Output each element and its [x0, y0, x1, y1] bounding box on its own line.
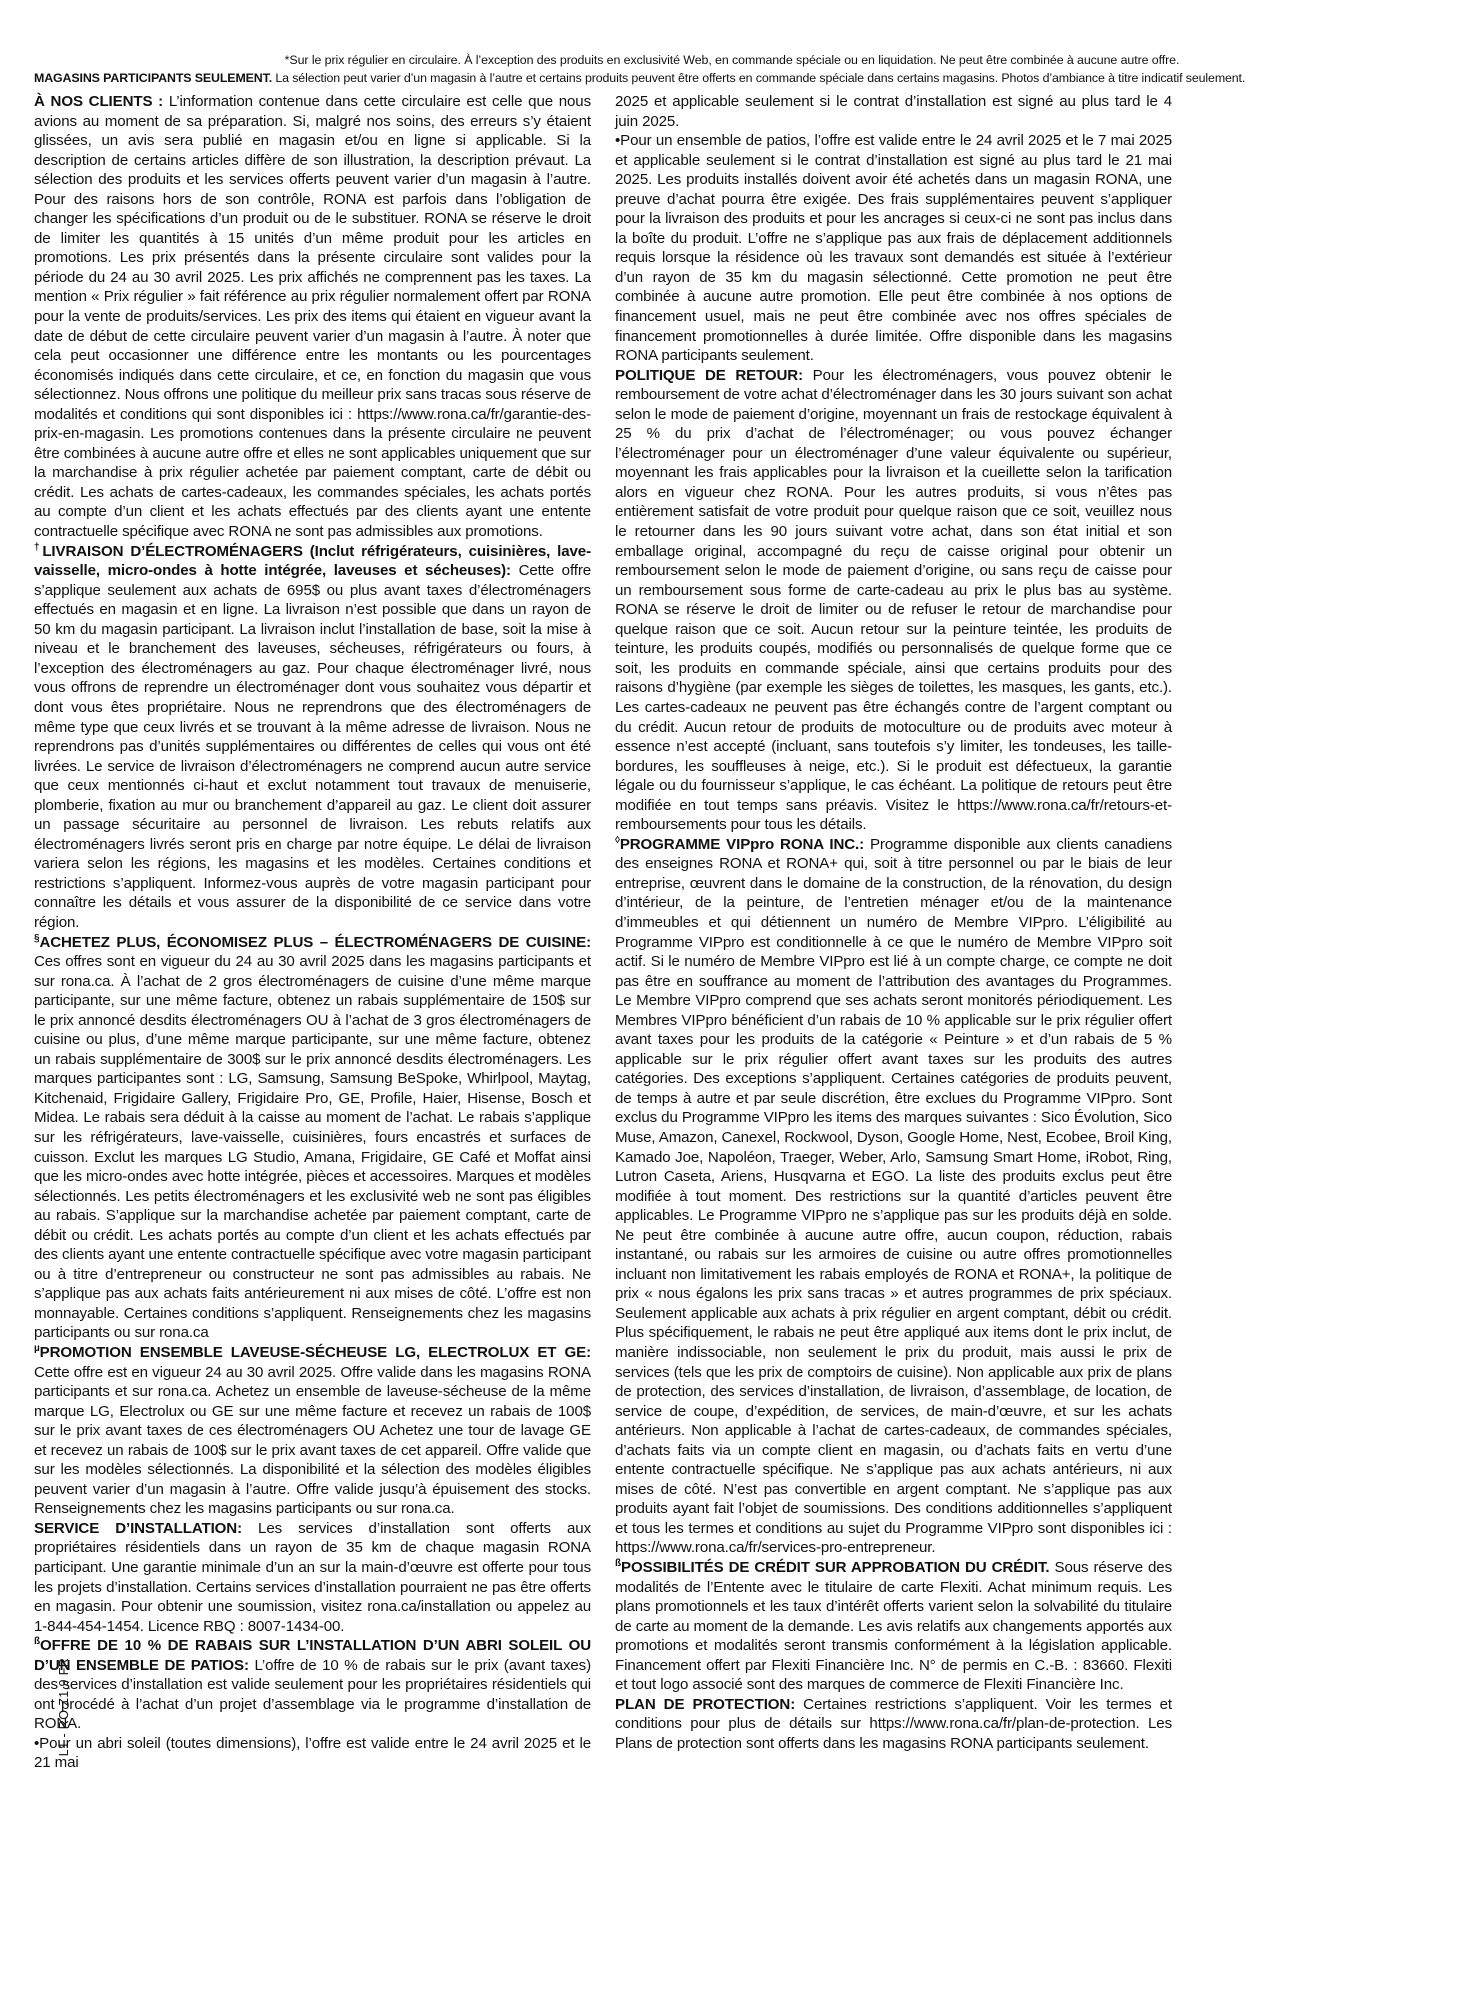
section-body-patios-bullet: •Pour un ensemble de patios, l’offre est valide entre le 24 avril 2025 et le 7 mai 2025 et applicable seulement si le contrat d’installation est signé au plus tard le 21 mai 2025. Les produits installés doivent avoir été achetés dans un magasin RONA, une preuve d’achat pourra être exigée. Des frais supplémentaires peuvent s’appliquer pour la livraison des produits et pour les ancrages si ceux-ci ne sont pas inclus dans la boîte du produit. L’offre ne s’applique pas aux frais de déplacement additionnels requis lorsque la résidence où les travaux sont demandés est située à l’extérieur d’un rayon de 35 km du magasin sélectionné. Cette promotion ne peut être combinée à aucune autre promotion. Elle peut être combinée à nos options de financement usuel, mais ne peut être combinée avec nos offres spéciales de financement promotionnelles à durée limitée. Offre disponible dans les magasins RONA participants seulement.: [615, 132, 1172, 365]
legal-disclaimer-line-2: [34, 70, 1430, 86]
section-offre-10-abri-soleil: [34, 1636, 591, 1734]
right-column: [615, 92, 1172, 1773]
section-body-livraison-electromenagers: Cette offre s’applique seulement aux achats de 695$ ou plus avant taxes d’électroménagers effectués en magasin et en ligne. La livraison n’est possible que dans un rayon de 50 km du magasin participant. La livraison inclut l’installation de base, soit la mise à niveau et le branchement des laveuses, sécheuses, réfrigérateurs ou fours, à l’exception des électroménagers au gaz. Pour chaque électroménager livré, nous vous offrons de reprendre un électroménager dont vous souhaitez vous départir et dont vous êtes propriétaire. Nous ne reprendrons que des électroménagers de même type que ceux livrés et se trouvant à la même adresse de livraison. Nous ne reprendrons pas d’unités supplémentaires ou différentes de celles qui vous ont été livrées. Le service de livraison d’électroménagers ne comprend aucun autre service que ceux mentionnés ci-haut et exclut notamment tout travaux de menuiserie, plomberie, fixation au mur ou branchement d’appareil au gaz. Le client doit assurer un passage sécuritaire au personnel de livraison. Les rebuts relatifs aux électroménagers livrés seront pris en charge par notre équipe. Le délai de livraison variera selon les régions, les magasins et les modèles. Certaines conditions et restrictions s’appliquent. Informez-vous auprès de votre magasin participant pour connaître les détails et vous assurer de la disponibilité de ce service dans votre région.: [34, 562, 592, 931]
section-body-offre-10-abri-soleil: L’offre de 10 % de rabais sur le prix (avant taxes) des services d’installation est valide seulement pour les propriétaires résidentiels qui ont procédé à l’achat d’un projet d’assemblage via le programme d’installation de RONA.: [34, 1656, 591, 1733]
section-achetez-plus: [34, 933, 591, 1343]
section-service-installation: [34, 1519, 591, 1636]
section-heading-politique-de-retour: POLITIQUE DE RETOUR:: [615, 366, 803, 384]
section-patios-bullet: [615, 131, 1172, 366]
section-body-politique-de-retour: Pour les électroménagers, vous pouvez obtenir le remboursement de votre achat d’électroménager dans les 30 jours suivant son achat selon le mode de paiement d’origine, moyennant un frais de restockage équivalent à 25 % du prix d’achat de l’électroménager; ou vous pouvez échanger l’électroménager pour un électroménager d’une valeur équivalente ou supérieur, moyennant les frais applicables pour la livraison et la cueillette selon la tarification alors en vigueur chez RONA. Pour les autres produits, si vous n’êtes pas entièrement satisfait de votre produit pour quelque raison que ce soit, veuillez nous le retourner dans les 90 jours suivant votre achat, dans son état initial et son emballage original, accompagné du reçu de caisse original pour obtenir un remboursement selon le mode de paiement d’origine, ou sans reçu de caisse pour un remboursement sous forme de carte-cadeau au prix le plus bas au système. RONA se réserve le droit de limiter ou de refuser le retour de marchandise pour quelque raison que ce soit. Aucun retour sur la peinture teintée, les produits de teinture, les produits coupés, modifiés ou personnalisés de quelque forme que ce soit, les produits en commande spéciale, ainsi que certains produits pour des raisons d’hygiène (par exemple les sièges de toilettes, les masques, les gants, etc.). Les cartes-cadeaux ne peuvent pas être échangés contre de l’argent comptant ou du crédit. Aucun retour de produits de motoculture ou de produits avec moteur à essence n’est accepté (incluant, sans toutefois s’y limiter, les tondeuses, les taille-bordures, les souffleuses à neige, etc.). Si le produit est défectueux, la garantie légale ou du fournisseur s’applique, le cas échéant. La politique de retours peut être modifiée en tout temps sans préavis. Visitez le https://www.rona.ca/fr/retours-et-remboursements pour tous les détails.: [615, 366, 1172, 834]
section-body-a-nos-clients: L’information contenue dans cette circulaire est celle que nous avions au moment de sa préparation. Si, malgré nos soins, des erreurs s’y étaient glissées, un avis sera publié en magasin et/ou en ligne si applicable. Si la description de certains articles diffère de son illustration, la description prévaut. La sélection des produits et les services offerts peuvent varier d’un magasin à l’autre. Pour des raisons hors de son contrôle, RONA est parfois dans l’obligation de changer les spécifications d’un produit ou de le substituer. RONA se réserve le droit de limiter les quantités à 15 unités d’un même produit pour les articles en promotions. Les prix présentés dans la présente circulaire sont valides pour la période du 24 au 30 avril 2025. Les prix affichés ne comprennent pas les taxes. La mention « Prix régulier » fait référence au prix régulier normalement offert par RONA pour la vente de produits/services. Les prix des items qui étaient en vigueur avant la date de début de cette circulaire peuvent varier d’un magasin à l’autre. À noter que cela peut occasionner une différence entre les montants ou les pourcentages économisés indiqués dans cette circulaire, et ce, en fonction du magasin que vous sélectionnez. Nous offrons une politique du meilleur prix sans tracas sous réserve de modalités et conditions qui sont disponibles ici : https://www.rona.ca/fr/garantie-des-prix-en-magasin. Les promotions contenues dans la présente circulaire ne peuvent être combinées à aucune autre offre et elles ne sont applicables uniquement que sur la marchandise à prix régulier achetée par paiement comptant, carte de débit ou crédit. Les achats de cartes-cadeaux, les commandes spéciales, les achats portés au compte d’un client et les achats effectués par des clients ayant une entente contractuelle spécifique avec RONA ne sont pas admissibles aux promotions.: [34, 93, 592, 541]
section-continuation-patios: [615, 92, 1172, 131]
section-marker-possibilites-credit: ß: [615, 1557, 621, 1569]
section-programme-vippro: [615, 835, 1172, 1558]
section-heading-service-installation: SERVICE D’INSTALLATION:: [34, 1519, 242, 1537]
section-body-achetez-plus: Ces offres sont en vigueur du 24 au 30 avril 2025 dans les magasins participants et sur rona.ca. À l’achat de 2 gros électroménagers de cuisine d’une même marque participante, sur une même facture, obtenez un rabais supplémentaire de 150$ sur le prix annoncé desdits électroménagers OU à l’achat de 3 gros électroménagers de cuisine ou plus, d’une même marque participante, sur une même facture, obtenez un rabais supplémentaire de 300$ sur le prix annoncé desdits électroménagers. Les marques participantes sont : LG, Samsung, Samsung BeSpoke, Whirlpool, Maytag, Kitchenaid, Frigidaire Gallery, Frigidaire Pro, GE, Profile, Haier, Hisense, Bosch et Midea. Le rabais sera déduit à la caisse au moment de l’achat. Le rabais s’applique sur les réfrigérateurs, lave-vaisselle, cuisinières, fours encastrés et surfaces de cuisson. Exclut les marques LG Studio, Amana, Frigidaire, GE Café et Moffat ainsi que les micro-ondes avec hotte intégrée, pièces et accessoires. Marques et modèles sélectionnés. Les petits électroménagers et les exclusivité web ne sont pas éligibles au rabais. S’applique sur la marchandise achetée par paiement comptant, carte de débit ou crédit. Les achats portés au compte d’un client et les achats effectués par des clients ayant une entente contractuelle spécifique avec votre magasin participant ou à titre d’entrepreneur ou constructeur ne sont pas admissibles au rabais. Ne s’applique pas aux achats faits antérieurement ni aux mises de côté. L’offre est non monnayable. Certaines conditions s’appliquent. Renseignements chez les magasins participants ou sur rona.ca: [34, 953, 591, 1342]
section-heading-possibilites-credit: POSSIBILITÉS DE CRÉDIT SUR APPROBATION DU CRÉDIT.: [621, 1559, 1050, 1577]
section-promotion-ensemble-laveuse-secheuse: [34, 1343, 591, 1519]
section-politique-de-retour: [615, 366, 1172, 835]
section-livraison-electromenagers: [34, 542, 591, 933]
two-column-body: [34, 92, 1430, 1773]
section-body-abri-soleil-bullet: •Pour un abri soleil (toutes dimensions), l’offre est valide entre le 24 avril 2025 et le 21 mai: [34, 1734, 591, 1772]
section-heading-achetez-plus: ACHETEZ PLUS, ÉCONOMISEZ PLUS – ÉLECTROMÉNAGERS DE CUISINE:: [39, 933, 591, 951]
participating-stores-lead: MAGASINS PARTICIPANTS SEULEMENT.: [34, 71, 273, 85]
section-body-possibilites-credit: Sous réserve des modalités de l’Entente avec le titulaire de carte Flexiti. Achat minimum requis. Les plans promotionnels et les taux d’intérêt offerts varient selon la solvabilité du titulaire de carte au moment de la demande. Les avis relatifs aux changements apportés aux promotions et modalités seront transmis conformément à la législation applicable. Financement offert par Flexiti Financière Inc. N° de permis en C.-B. : 83660. Flexiti et tout logo associé sont des marques de commerce de Flexiti Financière Inc.: [615, 1559, 1173, 1694]
section-heading-offre-10-abri-soleil: OFFRE DE 10 % DE RABAIS SUR L’INSTALLATION D’UN ABRI SOLEIL OU D’UN ENSEMBLE DE PATIOS:: [34, 1637, 591, 1674]
legal-disclaimer-line-1: *Sur le prix régulier en circulaire. À l’exception des produits en exclusivité Web, en commande spéciale ou en liquidation. Ne peut être combinée à aucune autre offre.: [284, 53, 1180, 67]
legal-header: [34, 52, 1430, 86]
section-heading-a-nos-clients: À NOS CLIENTS :: [34, 93, 164, 110]
section-body-service-installation: Les services d’installation sont offerts aux propriétaires résidentiels dans un rayon de 35 km de chaque magasin RONA participant. Une garantie minimale d’un an sur la main-d’œuvre est offerte pour tous les projets d’installation. Certains services d’installation pourraient ne pas être offerts en magasin. Pour obtenir une soumission, visitez rona.ca/installation ou appelez au 1-844-454-1454. Licence RBQ : 8007-1434-00.: [34, 1519, 591, 1635]
left-column: [34, 92, 591, 1773]
section-a-nos-clients: [34, 92, 591, 542]
participating-stores-rest: La sélection peut varier d’un magasin à l’autre et certains produits peuvent être offerts en commande spéciale dans certains magasins. Photos d’ambiance à titre indicatif seulement.: [272, 71, 1246, 85]
section-heading-programme-vippro: PROGRAMME VIPpro RONA INC.:: [619, 835, 865, 853]
section-heading-promotion-ensemble-laveuse-secheuse: PROMOTION ENSEMBLE LAVEUSE-SÉCHEUSE LG, ELECTROLUX ET GE:: [39, 1344, 591, 1361]
section-body-programme-vippro: Programme disponible aux clients canadiens des enseignes RONA et RONA+ qui, soit à titre personnel ou par le biais de leur entreprise, œuvrent dans le domaine de la construction, de la rénovation, du design d’intérieur, de la peinture, de l’entretien ménager et/ou de la maintenance d’immeubles et qui détiennent un numéro de Membre VIPpro. L’éligibilité au Programme VIPpro est conditionnelle à ce que le numéro de Membre VIPpro soit actif. Si le numéro de Membre VIPpro est lié à un compte charge, ce compte ne doit pas être en souffrance au moment de l’attribution des avantages du Programmes. Le Membre VIPpro comprend que ses achats seront monitorés périodiquement. Les Membres VIPpro bénéficient d’un rabais de 10 % applicable sur le prix régulier offert avant taxes pour les produits de la catégorie « Peinture » et d’un rabais de 5 % applicable sur le prix régulier offert avant taxes sur les produits des autres catégories. Des exceptions s’appliquent. Certaines catégories de produits peuvent, de temps à autre et par seule discrétion, être exclues du Programme VIPpro. Sont exclus du Programme VIPpro les items des marques suivantes : Sico Évolution, Sico Muse, Amazon, Canexel, Rockwool, Dyson, Google Home, Nest, Ecobee, Broil King, Kamado Joe, Napoléon, Traeger, Weber, Arlo, Samsung Smart Home, iRobot, Ring, Lutron Caseta, Ariens, Husqvarna et EGO. La liste des produits exclus peut être modifiée à tout moment. Des restrictions sur la quantité d’articles peuvent être applicables. Le Programme VIPpro ne s’applique pas sur les produits déjà en solde. Ne peut être combinée à aucune autre offre, aucun coupon, réduction, rabais instantané, ou rabais sur les armoires de cuisine ou autre offres promotionnelles incluant non limitativement les rabais employés de RONA et RONA+, la politique de prix « nous égalons les prix sans tracas » et autres programmes de prix spéciaux. Seulement applicable aux achats à prix régulier en argent comptant, débit ou crédit. Plus spécifiquement, le rabais ne peut être appliqué aux items dont le prix inclut, de manière indissociable, non seulement le prix du produit, mais aussi le prix de services (tels que les prix de comptoirs de cuisine). Non applicable aux prix de plans de protection, des services d’installation, de livraison, d’assemblage, de location, de service de coupe, d’expédition, de services, de main-d’œuvre, et sur les achats antérieurs. Non applicable à l’achat de cartes-cadeaux, de commandes spéciales, d’achats faits via un compte client en magasin, ou d’achats faits en vertu d’une entente contractuelle spécifique. Ne s’applique pas aux achats antérieurs, ni aux mises de côté. N’est pas convertible en argent comptant. Ne s’applique pas aux produits ayant fait l’objet de soumissions. Des conditions additionnelles s’appliquent et tous les termes et conditions au sujet du Programme VIPpro sont disponibles ici : https://www.rona.ca/fr/services-pro-entrepreneur.: [615, 835, 1173, 1557]
section-marker-promotion-ensemble-laveuse-secheuse: µ: [34, 1342, 40, 1354]
section-marker-achetez-plus: §: [34, 932, 40, 944]
section-plan-de-protection: [615, 1695, 1172, 1754]
section-body-continuation-patios: 2025 et applicable seulement si le contrat d’installation est signé au plus tard le 4 juin 2025.: [615, 93, 1172, 130]
section-abri-soleil-bullet: [34, 1734, 591, 1773]
section-body-promotion-ensemble-laveuse-secheuse: Cette offre est en vigueur 24 au 30 avril 2025. Offre valide dans les magasins RONA participants et sur rona.ca. Achetez un ensemble de laveuse-sécheuse de la même marque LG, Electrolux ou GE sur une même facture et recevez un rabais de 100$ sur le prix avant taxes de ces électroménagers OU Achetez une tour de lavage GE et recevez un rabais de 100$ sur le prix avant taxes de cet appareil. Offre valide que sur les modèles sélectionnés. La disponibilité et la sélection des modèles éligibles peuvent varier d’un magasin à l’autre. Offre valide jusqu’à épuisement des stocks. Renseignements chez les magasins participants ou sur rona.ca.: [34, 1363, 591, 1518]
section-marker-livraison-electromenagers: †: [34, 541, 43, 553]
section-marker-offre-10-abri-soleil: ß: [34, 1636, 40, 1648]
side-code-label: L1 - RO Z1,9 FR: [57, 1657, 71, 1757]
section-heading-plan-de-protection: PLAN DE PROTECTION:: [615, 1695, 796, 1713]
section-heading-livraison-electromenagers: LIVRAISON D’ÉLECTROMÉNAGERS (Inclut réfrigérateurs, cuisinières, lave-vaisselle, micro-ondes à hotte intégrée, laveuses et sécheuses):: [34, 542, 591, 580]
section-body-plan-de-protection: Certaines restrictions s’appliquent. Voir les termes et conditions pour plus de détails sur https://www.rona.ca/fr/plan-de-protection. Les Plans de protection sont offerts dans les magasins RONA participants seulement.: [615, 1695, 1173, 1752]
section-marker-programme-vippro: ◊: [615, 834, 620, 846]
section-possibilites-credit: [615, 1558, 1172, 1695]
